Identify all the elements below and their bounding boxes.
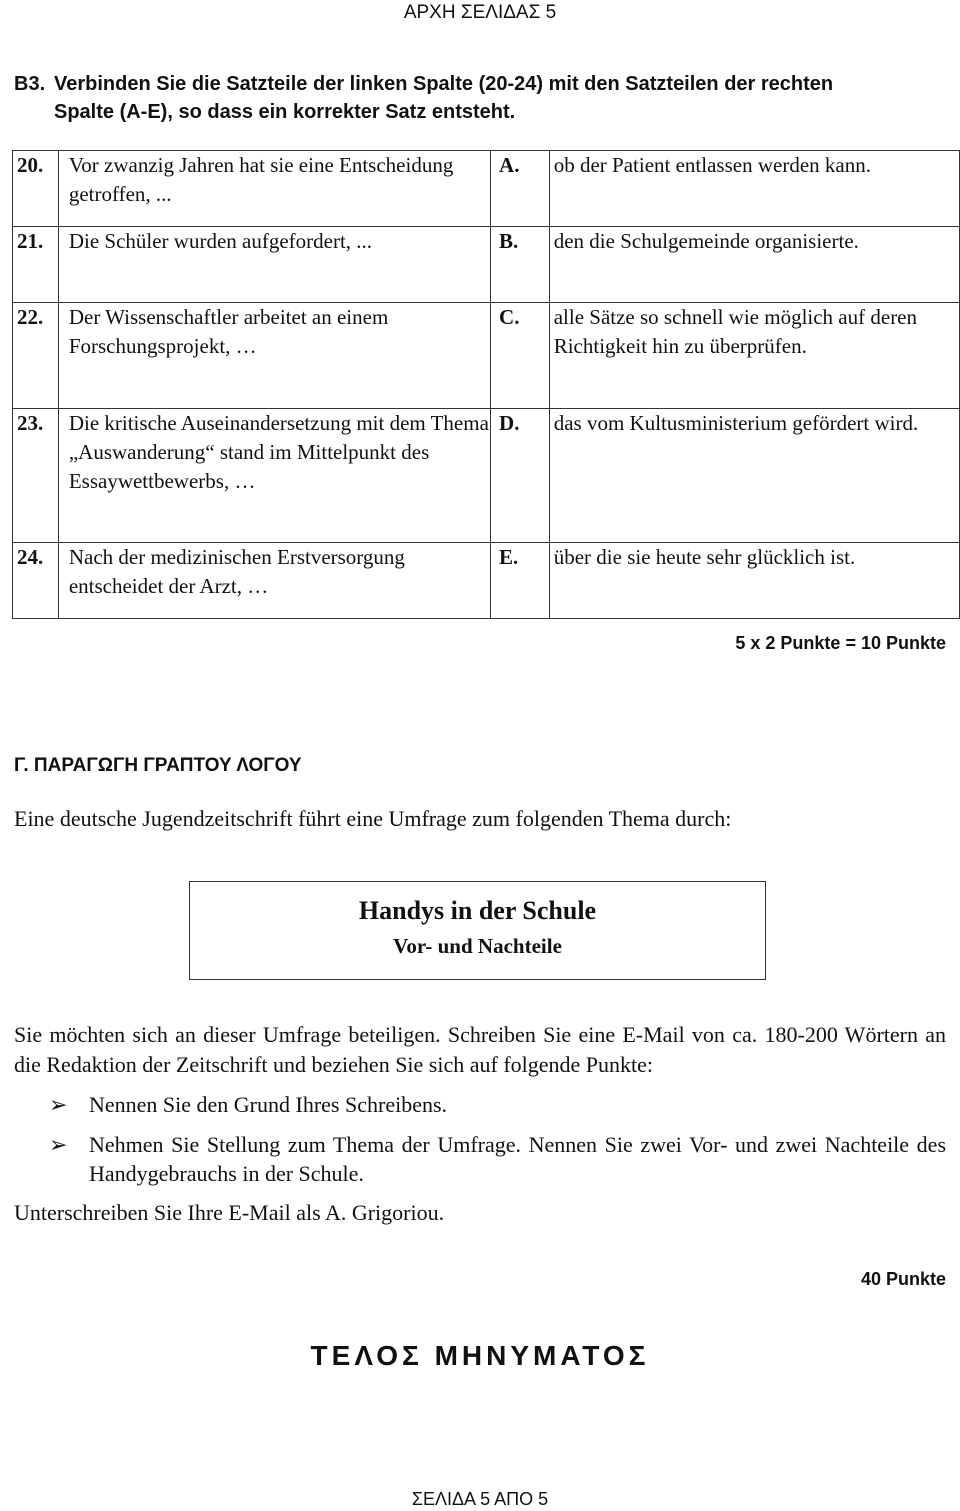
left-clause: Die Schüler wurden aufgefordert, ... xyxy=(58,227,490,303)
topic-box xyxy=(189,881,766,980)
left-clause: Nach der medizinischen Erstversorgung entscheidet der Arzt, … xyxy=(58,543,490,619)
row-letter: A. xyxy=(491,151,550,227)
table-row xyxy=(13,151,960,227)
right-clause: das vom Kultusministerium gefördert wird. xyxy=(549,409,959,543)
row-number: 23. xyxy=(13,409,59,543)
page-footer: ΣΕΛΙΔΑ 5 ΑΠΟ 5 xyxy=(411,1489,549,1509)
list-item xyxy=(14,1090,946,1119)
bullet-text: Nehmen Sie Stellung zum Thema der Umfrage. Nennen Sie zwei Vor- und zwei Nachteile des Handygebrauchs in der Schule. xyxy=(89,1132,946,1186)
row-letter: B. xyxy=(491,227,550,303)
section-g-points: 40 Punkte xyxy=(860,1269,946,1289)
left-clause: Die kritische Auseinandersetzung mit dem Thema „Auswanderung“ stand im Mittelpunkt des Essaywettbewerbs, … xyxy=(58,409,490,543)
left-clause: Der Wissenschaftler arbeitet an einem Forschungsprojekt, … xyxy=(58,303,490,409)
right-clause: den die Schulgemeinde organisierte. xyxy=(549,227,959,303)
page-header: ΑΡΧΗ ΣΕΛΙΔΑΣ 5 xyxy=(403,2,557,23)
row-number: 22. xyxy=(13,303,59,409)
topic-subtitle: Vor- und Nachteile xyxy=(393,934,562,958)
task-text: Sie möchten sich an dieser Umfrage beteiligen. Schreiben Sie eine E-Mail von ca. 180-200 Wörtern an die Redaktion der Zeitschrift und beziehen Sie sich auf folgende Punkte: xyxy=(14,1022,946,1077)
matching-table xyxy=(12,150,960,619)
table-row xyxy=(13,543,960,619)
end-of-message: ΤΕΛΟΣ ΜΗΝΥΜΑΤΟΣ xyxy=(310,1340,650,1371)
b3-instruction-line1: Verbinden Sie die Satzteile der linken Spalte (20-24) mit den Satzteilen der rechten xyxy=(54,73,834,95)
signature-instruction: Unterschreiben Sie Ihre E-Mail als A. Grigoriou. xyxy=(14,1200,445,1225)
right-clause: ob der Patient entlassen werden kann. xyxy=(549,151,959,227)
list-item xyxy=(14,1130,946,1188)
section-g-heading: Γ. ΠΑΡΑΓΩΓΗ ΓΡΑΠΤΟΥ ΛΟΓΟΥ xyxy=(14,755,302,776)
arrow-bullet-icon: ➢ xyxy=(49,1132,68,1157)
section-g-intro: Eine deutsche Jugendzeitschrift führt eine Umfrage zum folgenden Thema durch: xyxy=(14,806,732,831)
row-number: 24. xyxy=(13,543,59,619)
table-row xyxy=(13,303,960,409)
b3-points: 5 x 2 Punkte = 10 Punkte xyxy=(735,633,946,653)
row-letter: C. xyxy=(491,303,550,409)
task-bullets xyxy=(14,1090,946,1199)
bullet-text: Nennen Sie den Grund Ihres Schreibens. xyxy=(89,1092,448,1117)
right-clause: über die sie heute sehr glücklich ist. xyxy=(549,543,959,619)
b3-instruction-line2: Spalte (A-E), so dass ein korrekter Satz entsteht. xyxy=(54,101,516,123)
left-clause: Vor zwanzig Jahren hat sie eine Entscheidung getroffen, ... xyxy=(58,151,490,227)
table-row xyxy=(13,409,960,543)
row-number: 20. xyxy=(13,151,59,227)
arrow-bullet-icon: ➢ xyxy=(49,1092,68,1117)
row-letter: E. xyxy=(491,543,550,619)
row-letter: D. xyxy=(491,409,550,543)
right-clause: alle Sätze so schnell wie möglich auf deren Richtigkeit hin zu überprüfen. xyxy=(549,303,959,409)
b3-number: B3. xyxy=(14,73,46,95)
b3-instruction xyxy=(14,70,949,126)
topic-title: Handys in der Schule xyxy=(358,896,597,925)
table-row xyxy=(13,227,960,303)
row-number: 21. xyxy=(13,227,59,303)
